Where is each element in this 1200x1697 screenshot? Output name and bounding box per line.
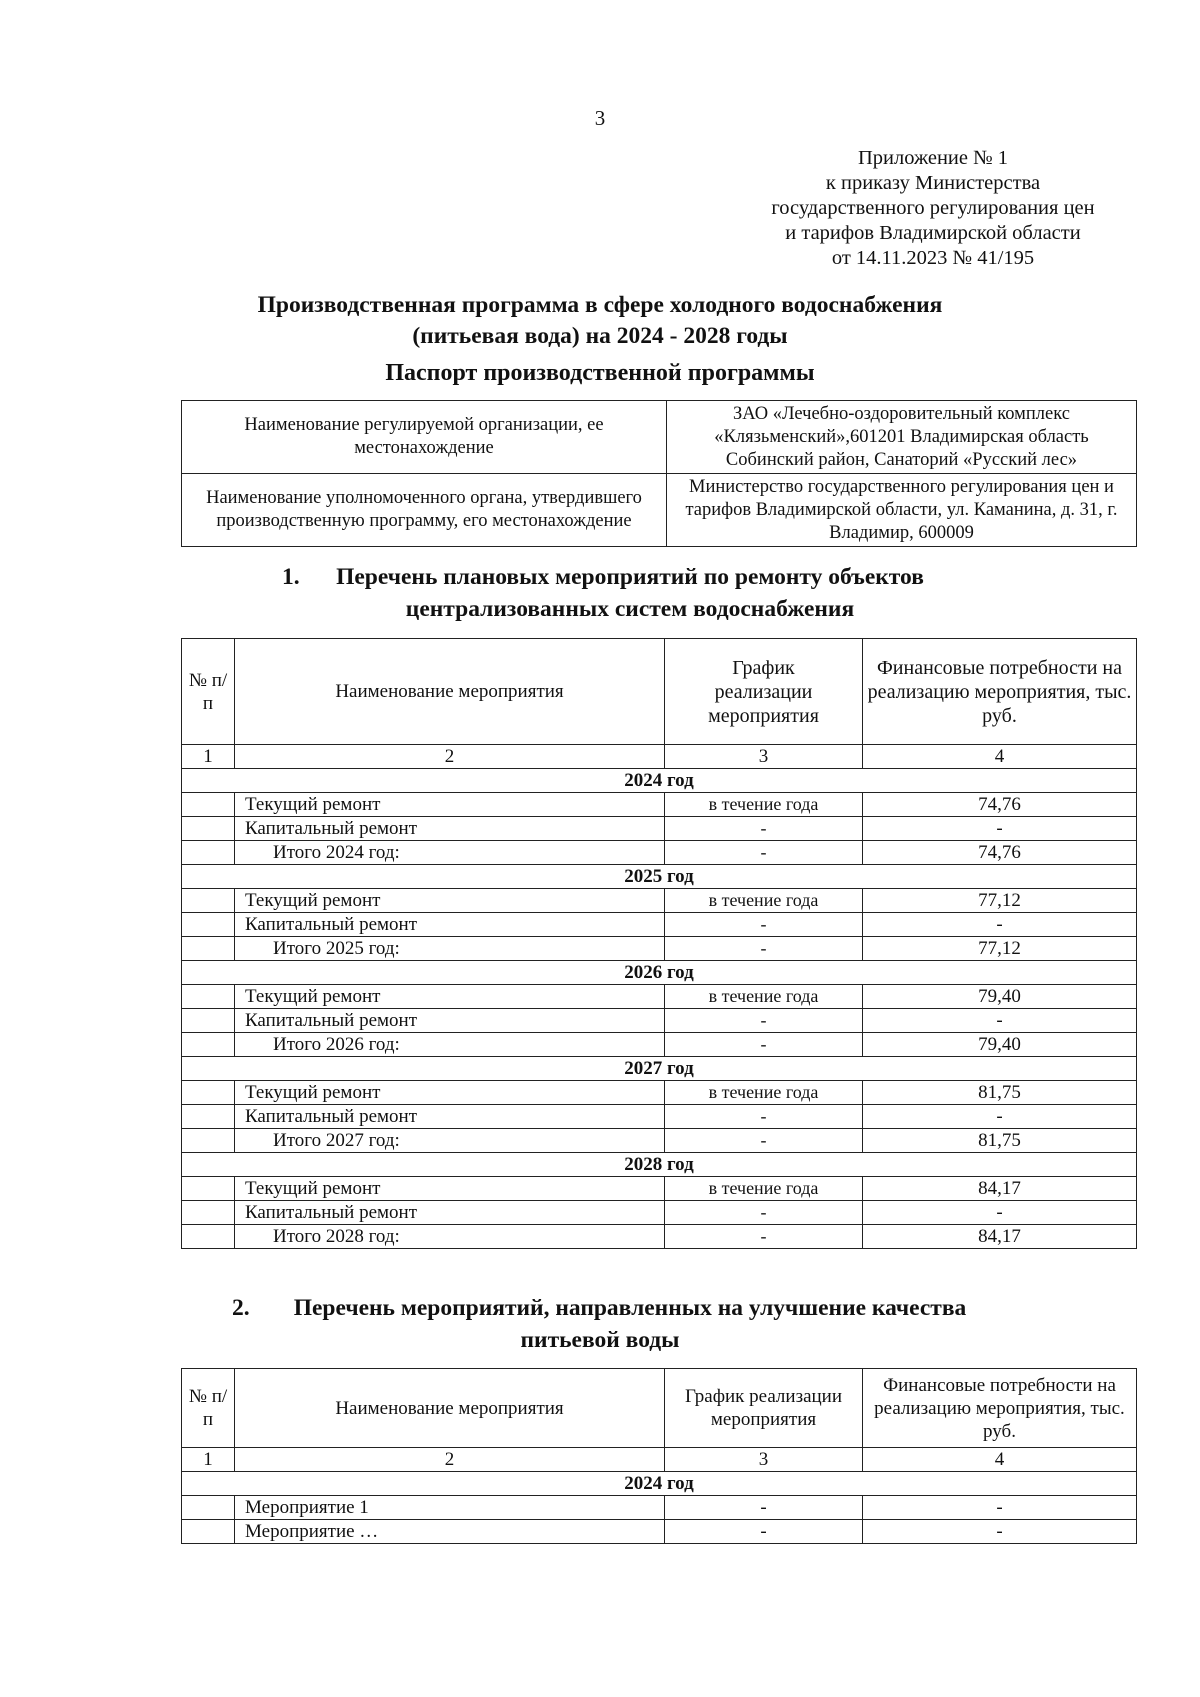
passport-row: [182, 401, 1137, 474]
row-value: 74,76: [863, 793, 1137, 817]
col-number: 1: [182, 745, 235, 769]
col-number: 3: [665, 1448, 863, 1472]
table-row: [182, 793, 1137, 817]
year-label: 2028 год: [182, 1153, 1137, 1177]
row-schedule: -: [665, 1496, 863, 1520]
table-row: [182, 985, 1137, 1009]
row-schedule: в течение года: [665, 793, 863, 817]
year-label: 2027 год: [182, 1057, 1137, 1081]
header-finance: Финансовые потребности на реализацию мероприятия, тыс. руб.: [863, 1369, 1137, 1448]
col-number: 4: [863, 1448, 1137, 1472]
section2-title-line: питьевой воды: [520, 1327, 680, 1353]
table-row: [182, 817, 1137, 841]
row-schedule: в течение года: [665, 985, 863, 1009]
passport-label: Наименование уполномоченного органа, утвердившего производственную программу, его местонахождение: [182, 474, 667, 547]
row-schedule: -: [665, 841, 863, 865]
water-quality-table: [181, 1368, 1137, 1544]
row-schedule: -: [665, 1520, 863, 1544]
row-name: Капитальный ремонт: [235, 1201, 665, 1225]
section2-number: 2.: [232, 1295, 250, 1321]
year-label: 2024 год: [182, 1472, 1137, 1496]
table-row: [182, 1520, 1137, 1544]
row-name: Мероприятие …: [235, 1520, 665, 1544]
annex-line: и тарифов Владимирской области: [785, 222, 1081, 244]
row-value: -: [863, 1201, 1137, 1225]
row-name: Капитальный ремонт: [235, 817, 665, 841]
header-finance: Финансовые потребности на реализацию мероприятия, тыс. руб.: [863, 639, 1137, 745]
header-name: Наименование мероприятия: [235, 639, 665, 745]
row-name: Текущий ремонт: [235, 985, 665, 1009]
row-schedule: -: [665, 1225, 863, 1249]
passport-heading: Паспорт производственной программы: [385, 360, 815, 386]
section1-number: 1.: [282, 564, 300, 590]
row-value: 79,40: [863, 1033, 1137, 1057]
row-name: Текущий ремонт: [235, 1177, 665, 1201]
table-row: [182, 1201, 1137, 1225]
row-value: -: [863, 1520, 1137, 1544]
table-row: [182, 889, 1137, 913]
row-value: 79,40: [863, 985, 1137, 1009]
row-schedule: в течение года: [665, 889, 863, 913]
year-label: 2024 год: [182, 769, 1137, 793]
row-name: Итого 2026 год:: [235, 1033, 665, 1057]
repair-table: [181, 638, 1137, 1249]
row-value: 81,75: [863, 1129, 1137, 1153]
row-name: Итого 2028 год:: [235, 1225, 665, 1249]
row-value: -: [863, 1009, 1137, 1033]
row-value: 77,12: [863, 937, 1137, 961]
row-value: -: [863, 1105, 1137, 1129]
row-name: Текущий ремонт: [235, 889, 665, 913]
table-row-total: [182, 1225, 1137, 1249]
row-name: Мероприятие 1: [235, 1496, 665, 1520]
table-row: [182, 1009, 1137, 1033]
row-schedule: -: [665, 937, 863, 961]
passport-table: [181, 400, 1137, 547]
table-row-total: [182, 1033, 1137, 1057]
table-row-total: [182, 841, 1137, 865]
annex-line: от 14.11.2023 № 41/195: [831, 247, 1035, 269]
table-header-row: [182, 639, 1137, 745]
table-row: [182, 913, 1137, 937]
document-title-line: Производственная программа в сфере холодного водоснабжения: [257, 292, 943, 318]
table-header-row: [182, 1369, 1137, 1448]
row-name: Итого 2025 год:: [235, 937, 665, 961]
passport-label: Наименование регулируемой организации, ее местонахождение: [182, 401, 667, 474]
year-row: [182, 1057, 1137, 1081]
column-number-row: [182, 1448, 1137, 1472]
year-row: [182, 769, 1137, 793]
row-name: Капитальный ремонт: [235, 1009, 665, 1033]
annex-block: [728, 146, 1138, 271]
row-schedule: -: [665, 1201, 863, 1225]
column-number-row: [182, 745, 1137, 769]
year-row: [182, 1153, 1137, 1177]
col-number: 1: [182, 1448, 235, 1472]
year-label: 2026 год: [182, 961, 1137, 985]
row-value: 84,17: [863, 1225, 1137, 1249]
row-name: Итого 2027 год:: [235, 1129, 665, 1153]
year-row: [182, 1472, 1137, 1496]
row-value: 77,12: [863, 889, 1137, 913]
annex-line: к приказу Министерства: [825, 172, 1041, 194]
header-schedule: График реализации мероприятия: [665, 1369, 863, 1448]
row-schedule: в течение года: [665, 1177, 863, 1201]
table-row: [182, 1105, 1137, 1129]
row-schedule: в течение года: [665, 1081, 863, 1105]
section1-title-line: централизованных систем водоснабжения: [405, 596, 855, 622]
col-number: 3: [665, 745, 863, 769]
year-row: [182, 865, 1137, 889]
row-name: Капитальный ремонт: [235, 1105, 665, 1129]
row-schedule: -: [665, 1129, 863, 1153]
header-name: Наименование мероприятия: [235, 1369, 665, 1448]
table-row: [182, 1177, 1137, 1201]
col-number: 2: [235, 1448, 665, 1472]
annex-line: государственного регулирования цен: [771, 197, 1095, 219]
row-value: 84,17: [863, 1177, 1137, 1201]
year-label: 2025 год: [182, 865, 1137, 889]
row-name: Текущий ремонт: [235, 793, 665, 817]
row-value: -: [863, 817, 1137, 841]
document-title-line: (питьевая вода) на 2024 - 2028 годы: [412, 323, 788, 349]
page-number: 3: [594, 106, 606, 130]
table-row-total: [182, 937, 1137, 961]
row-name: Итого 2024 год:: [235, 841, 665, 865]
row-schedule: -: [665, 1009, 863, 1033]
annex-line: Приложение № 1: [857, 147, 1009, 169]
header-num: № п/п: [182, 1369, 235, 1448]
section2-title-line: Перечень мероприятий, направленных на улучшение качества: [293, 1295, 967, 1321]
row-value: 74,76: [863, 841, 1137, 865]
row-value: -: [863, 1496, 1137, 1520]
row-schedule: -: [665, 1033, 863, 1057]
document-title: [0, 290, 1200, 352]
table-row: [182, 1496, 1137, 1520]
row-value: -: [863, 913, 1137, 937]
row-schedule: -: [665, 913, 863, 937]
section2-heading: [0, 1292, 1200, 1356]
year-row: [182, 961, 1137, 985]
header-num: № п/п: [182, 639, 235, 745]
header-schedule: График реализации мероприятия: [665, 639, 863, 745]
col-number: 2: [235, 745, 665, 769]
row-name: Текущий ремонт: [235, 1081, 665, 1105]
passport-row: [182, 474, 1137, 547]
section1-heading: [0, 561, 1200, 625]
table-row: [182, 1081, 1137, 1105]
row-schedule: -: [665, 817, 863, 841]
passport-value: ЗАО «Лечебно-оздоровительный комплекс «Клязьменский»,601201 Владимирская область Собинский район, Санаторий «Русский лес»: [667, 401, 1137, 474]
col-number: 4: [863, 745, 1137, 769]
section1-title-line: Перечень плановых мероприятий по ремонту объектов: [336, 564, 924, 590]
row-schedule: -: [665, 1105, 863, 1129]
row-value: 81,75: [863, 1081, 1137, 1105]
table-row-total: [182, 1129, 1137, 1153]
passport-value: Министерство государственного регулирования цен и тарифов Владимирской области, ул. Каманина, д. 31, г. Владимир, 600009: [667, 474, 1137, 547]
row-name: Капитальный ремонт: [235, 913, 665, 937]
